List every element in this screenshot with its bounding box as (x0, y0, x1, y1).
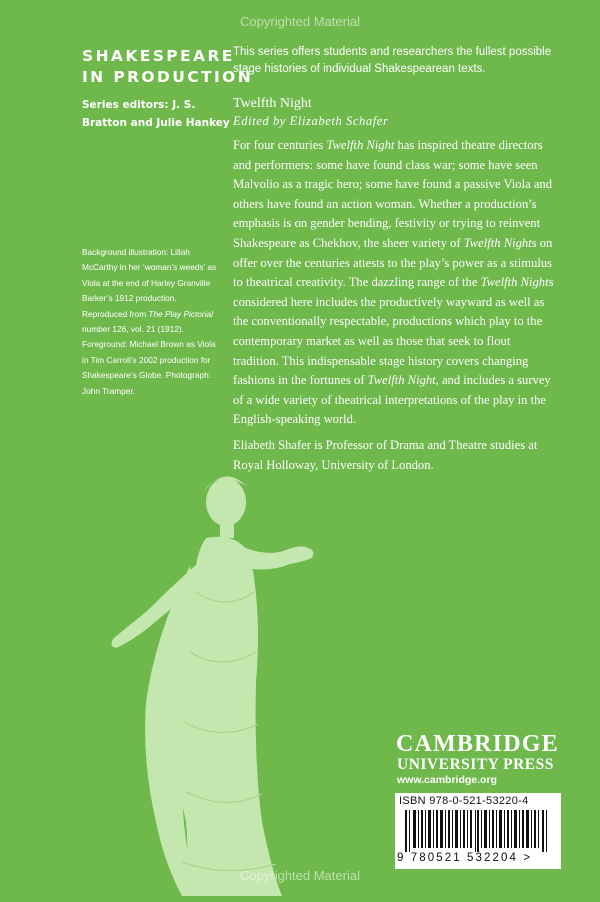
barcode-icon (405, 810, 551, 852)
series-title (82, 46, 253, 88)
publisher-press: UNIVERSITY PRESS (397, 756, 554, 773)
watermark-top: Copyrighted Material (240, 14, 360, 29)
caption-text: number 126, vol. 21 (1912). Foreground: Michael Brown as Viola in Tim Carroll’s 2002 production for Shakespeare’s Globe. Photograph: John Tramper. (82, 324, 216, 396)
caption-text: Background illustration: Lillah McCarthy in her ‘woman’s weeds’ as Viola at the end of Harley Granville Barker’s 1912 production. Reproduced from (82, 247, 217, 319)
viola-figure-illustration (86, 462, 326, 900)
blurb-title-italic: Twelfth Night (463, 235, 532, 250)
blurb-text: , and includes a survey of a wide variety of theatrical interpretations of the play in the English-speaking world. (233, 373, 551, 427)
series-editors: Series editors: J. S. Bratton and Julie Hankey (82, 99, 230, 129)
blurb-title-italic: Twelfth Night (480, 275, 549, 290)
blurb-text: s considered here includes the productively wayward as well as the conventionally respectable, productions which play to the contemporary market as well as those that seek to flout tradition. This indispensable stage history covers changing fashions in the fortunes of (233, 275, 554, 388)
series-title-line2: IN PRODUCTION (82, 68, 254, 86)
blurb-title-italic: Twelfth Night (367, 373, 436, 388)
book-blurb (233, 136, 559, 430)
isbn-label: ISBN 978-0-521-53220-4 (399, 795, 529, 807)
blurb-title-italic: Twelfth Night (326, 138, 395, 152)
publisher-url: www.cambridge.org (397, 774, 497, 786)
author-bio: Eliabeth Shafer is Professor of Drama and Theatre studies at Royal Holloway, University of London. (233, 438, 538, 472)
barcode-digits: 9 780521 532204 > (397, 852, 533, 864)
book-title: Twelfth Night (233, 96, 312, 111)
blurb-text: s on offer over the centuries attests to the play’s power as a stimulus to theatrical creativity. The dazzling range of the (233, 235, 553, 290)
book-editor: Edited by Elizabeth Schafer (233, 114, 389, 128)
caption-italic: The Play Pictorial (148, 308, 213, 319)
watermark-bottom: Copyrighted Material (240, 868, 360, 883)
blurb-text: has inspired theatre directors and performers: some have found class war; some have seen Malvolio as a tragic hero; some have found a passive Viola and others have found an action woman. Whether a production’s emphasis is on gender bending, festivity or trying to reinvent Shakespeare as Chekhov, the sheer variety of (233, 138, 553, 250)
series-title-line1: SHAKESPEARE (82, 47, 235, 65)
series-description: This series offers students and researchers the fullest possible stage histories of individual Shakespearean texts. (233, 46, 552, 75)
blurb-text: For four centuries (233, 138, 327, 152)
publisher-name: CAMBRIDGE (396, 731, 559, 757)
illustration-caption (82, 245, 222, 399)
barcode-box (395, 793, 561, 869)
